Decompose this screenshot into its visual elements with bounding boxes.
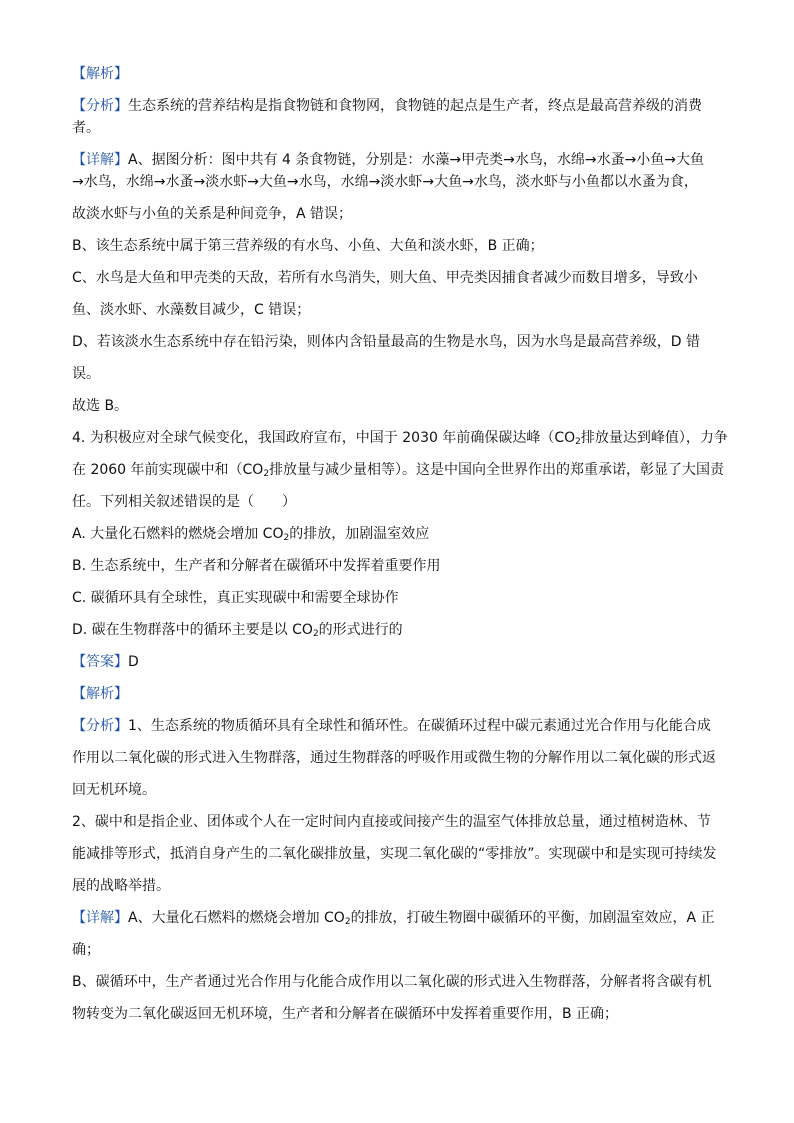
q4-analysis-1-line-3: 回无机环境。 [72, 782, 156, 798]
q4-option-c: C. 碳循环具有全球性，真正实现碳中和需要全球协作 [72, 590, 399, 606]
q4-stem-2b: 排放量与减少量相等）。这是中国向全世界作出的郑重承诺，彰显了大国责 [269, 462, 725, 478]
q4-stem-line-3: 任。下列相关叙述错误的是（ ） [72, 494, 296, 510]
q3-detail-c-line-1: C、水鸟是大鱼和甲壳类的天敌，若所有水鸟消失，则大鱼、甲壳类因捕食者减少而数目增多，导致小 [72, 270, 698, 286]
q3-detail-b: B、该生态系统中属于第三营养级的有水鸟、小鱼、大鱼和淡水虾，B 正确； [72, 238, 544, 254]
q4-option-d-text-1: D. 碳在生物群落中的循环主要是以 CO [72, 622, 313, 638]
q4-stem-1a: 4. 为积极应对全球气候变化，我国政府宣布，中国于 2030 年前确保碳达峰（CO [72, 430, 576, 446]
q3-detail-a-line-2: →水鸟，水绵→水蚤→淡水虾→大鱼→水鸟，水绵→淡水虾→大鱼→水鸟，淡水虾与小鱼都以水蚤为食， [72, 174, 698, 190]
subscript-2: 2 [263, 469, 270, 479]
q3-analysis-text: 生态系统的营养结构是指食物链和食物网，食物链的起点是生产者，终点是最高营养级的消费 [128, 98, 702, 114]
q4-detail-a-text-2: 的排放，打破生物圈中碳循环的平衡，加剧温室效应，A 正 [350, 910, 715, 926]
q4-analysis-2-line-3: 展的战略举措。 [72, 878, 170, 894]
q3-analysis-line-1 [72, 95, 720, 117]
q4-answer-value: D [128, 654, 139, 670]
q4-detail-b-line-1: B、碳循环中，生产者通过光合作用与化能合成作用以二氧化碳的形式进入生物群落，分解者将含碳有机 [72, 974, 712, 990]
q3-detail-c-line-2: 鱼、淡水虾、水藻数目减少，C 错误； [72, 302, 311, 318]
q3-detail-a-line-1 [72, 149, 720, 171]
q4-detail-b-line-2: 物转变为二氧化碳返回无机环境，生产者和分解者在碳循环中发挥着重要作用，B 正确； [72, 1006, 619, 1022]
fenxi-tag: 【分析】 [72, 98, 128, 114]
q4-analysis-2-line-1: 2、碳中和是指企业、团体或个人在一定时间内直接或间接产生的温室气体排放总量，通过植树造林、节 [72, 814, 711, 830]
q4-answer [72, 651, 720, 673]
subscript-2: 2 [575, 437, 581, 447]
q4-detail-a-line-1 [72, 907, 720, 929]
fenxi-tag: 【分析】 [72, 718, 128, 734]
q4-option-a-text-2: 的排放，加剧温室效应 [289, 526, 430, 542]
q4-stem-2a: 在 2060 年前实现碳中和（CO [72, 462, 264, 478]
daan-tag: 【答案】 [72, 654, 128, 670]
q3-detail-d-line-2: 误。 [72, 366, 100, 382]
xiangjie-tag: 【详解】 [72, 910, 128, 926]
subscript-2: 2 [344, 917, 351, 927]
q4-analysis-1-line-1 [72, 715, 720, 737]
xiangjie-tag: 【详解】 [72, 152, 128, 168]
q4-stem-line-1 [72, 427, 728, 449]
document-page [72, 63, 728, 1025]
q4-analysis-1-line-2: 作用以二氧化碳的形式进入生物群落，通过生物群落的呼吸作用或微生物的分解作用以二氧化碳的形式返 [72, 750, 716, 766]
subscript-2: 2 [312, 629, 319, 639]
q3-analysis-line-2: 者。 [72, 120, 100, 136]
section-tag-jiexi [72, 63, 720, 85]
q4-option-d-text-2: 的形式进行的 [318, 622, 403, 638]
q3-conclusion: 故选 B。 [72, 398, 129, 414]
q4-section-tag-jiexi [72, 683, 720, 705]
q4-option-b: B. 生态系统中，生产者和分解者在碳循环中发挥着重要作用 [72, 558, 441, 574]
q4-analysis-1-text: 1、生态系统的物质循环具有全球性和循环性。在碳循环过程中碳元素通过光合作用与化能合成 [128, 718, 711, 734]
q4-stem-1b: 排放量达到峰值），力争 [580, 430, 728, 446]
q4-option-d [72, 619, 720, 641]
subscript-2: 2 [283, 533, 290, 543]
q4-option-a-text-1: A. 大量化石燃料的燃烧会增加 CO [72, 526, 284, 542]
q4-detail-a-line-2: 确； [72, 942, 100, 958]
q4-option-a [72, 523, 720, 545]
q4-detail-a-text-1: A、大量化石燃料的燃烧会增加 CO [128, 910, 345, 926]
q4-analysis-2-line-2: 能减排等形式，抵消自身产生的二氧化碳排放量，实现二氧化碳的“零排放”。实现碳中和是实现可持续发 [72, 846, 717, 862]
q4-stem-line-2 [72, 459, 725, 481]
jiexi-tag: 【解析】 [72, 66, 128, 82]
q3-detail-a-text: A、据图分析：图中共有 4 条食物链，分别是：水藻→甲壳类→水鸟，水绵→水蚤→小鱼→大鱼 [128, 152, 705, 168]
q3-detail-d-line-1: D、若该淡水生态系统中存在铅污染，则体内含铅量最高的生物是水鸟，因为水鸟是最高营养级，D 错 [72, 334, 701, 350]
jiexi-tag: 【解析】 [72, 686, 128, 702]
q3-detail-a-line-3: 故淡水虾与小鱼的关系是种间竞争，A 错误； [72, 206, 353, 222]
